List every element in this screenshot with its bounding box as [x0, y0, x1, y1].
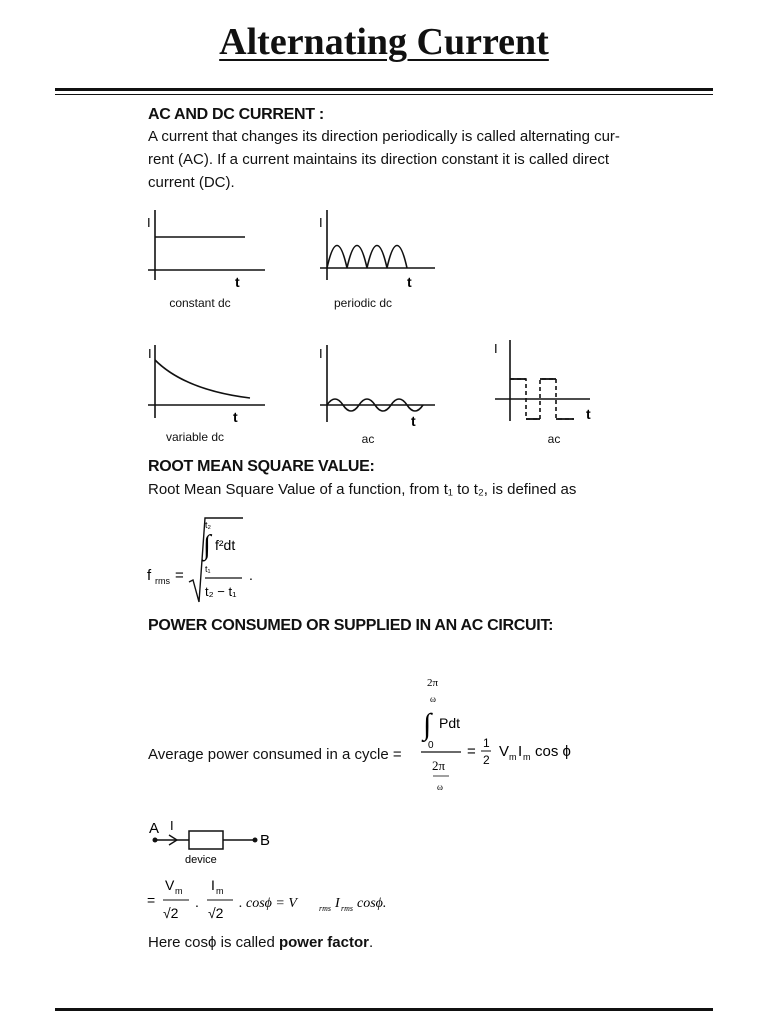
- graph-variable-dc: [145, 340, 275, 425]
- device-label: device: [185, 854, 217, 866]
- note-bold: power factor: [278, 934, 369, 951]
- formula-cos: cosϕ.: [357, 896, 387, 911]
- rhs-i-sub: m: [523, 752, 531, 762]
- rms-power-formula: [145, 875, 405, 927]
- denominator-num: 2π: [432, 758, 446, 773]
- upper-limit-den: ω: [430, 694, 436, 704]
- svg-text:rms: rms: [155, 576, 170, 586]
- axis-label-i: I: [148, 346, 152, 361]
- upper-limit: t₂: [205, 520, 211, 530]
- rms-formula: [145, 510, 285, 610]
- rms-intro: Root Mean Square Value of a function, from t₁ to t₂, is defined as: [148, 481, 577, 498]
- rhs-cos: cos ϕ: [535, 743, 571, 760]
- current-label: I: [170, 818, 174, 833]
- svg-text:=: =: [175, 567, 184, 584]
- lower-limit: t₁: [205, 564, 211, 574]
- axis-label-i: I: [147, 215, 151, 230]
- vm-symbol: V: [165, 877, 175, 893]
- caption-periodic-dc: periodic dc: [333, 296, 393, 310]
- decay-curve: [155, 360, 250, 398]
- integrand: f²dt: [215, 537, 236, 553]
- rhs-v-sub: m: [509, 752, 517, 762]
- integral-sign: ∫: [423, 708, 432, 741]
- note-mid: is called: [216, 934, 279, 951]
- axis-label-t: t: [407, 274, 412, 290]
- denominator: t₂ − t₁: [205, 584, 237, 599]
- sqrt2-b: √2: [208, 905, 224, 921]
- f-rms-symbol: f: [147, 567, 152, 584]
- lower-limit: 0: [428, 740, 434, 751]
- ac-dc-line3: current (DC).: [148, 174, 235, 191]
- page-title: Alternating Current: [219, 21, 549, 63]
- caption-variable-dc: variable dc: [165, 430, 225, 444]
- note-prefix: Here cos: [148, 934, 209, 951]
- note-end: .: [368, 934, 374, 951]
- svg-text:.: .: [195, 894, 199, 910]
- upper-limit-num: 2π: [427, 677, 439, 689]
- axis-label-t: t: [586, 406, 591, 422]
- denominator-den: ω: [437, 782, 443, 792]
- im-sub: m: [216, 886, 224, 896]
- graph-constant-dc: [145, 205, 275, 290]
- svg-text:.: .: [249, 567, 253, 583]
- rms-heading: ROOT MEAN SQUARE VALUE:: [148, 458, 375, 475]
- caption-constant-dc: constant dc: [169, 296, 231, 310]
- ac-dc-line1: A current that changes its direction periodically is called alternating cur-: [148, 128, 620, 145]
- im-symbol: I: [211, 877, 215, 893]
- rhs-i: I: [518, 743, 523, 760]
- svg-text:=: =: [467, 743, 476, 760]
- integrand: Pdt: [439, 715, 461, 731]
- footer-rule: [55, 1008, 713, 1011]
- axis-label-t: t: [233, 409, 238, 425]
- axis-label-i: I: [494, 341, 498, 356]
- integral-sign: ∫: [203, 530, 211, 561]
- i-rms-sub: rms: [341, 904, 354, 913]
- note-phi: ϕ: [208, 934, 217, 951]
- irms-symbol: I: [335, 896, 340, 911]
- half-den: 2: [483, 753, 490, 767]
- vm-sub: m: [175, 886, 183, 896]
- device-box: [189, 831, 223, 849]
- average-power-label: Average power consumed in a cycle =: [148, 746, 402, 763]
- axis-label-t: t: [235, 274, 240, 290]
- header-rule-thin: [55, 94, 713, 95]
- point-b-label: B: [260, 832, 271, 849]
- device-circuit: [145, 815, 285, 870]
- point-a-label: A: [149, 820, 160, 837]
- axis-label-i: I: [319, 215, 323, 230]
- axis-label-i: I: [319, 346, 323, 361]
- power-factor-note: [148, 931, 373, 954]
- caption-ac-square: ac: [547, 432, 561, 446]
- graph-periodic-dc: [315, 205, 445, 290]
- v-rms-sub: rms: [319, 904, 332, 913]
- rectified-wave: [327, 246, 407, 269]
- svg-text:=: =: [147, 892, 156, 908]
- graph-ac-sine: [315, 340, 445, 430]
- graph-ac-square: [490, 335, 610, 430]
- caption-ac-sine: ac: [361, 432, 375, 446]
- power-formula: [415, 672, 595, 797]
- header-rule-thick: [55, 88, 713, 91]
- axis-label-t: t: [411, 413, 416, 429]
- rhs-v: V: [499, 743, 510, 760]
- ac-dc-heading: AC AND DC CURRENT :: [148, 106, 324, 123]
- half-num: 1: [483, 736, 490, 750]
- ac-dc-line2: rent (AC). If a current maintains its direction constant it is called direct: [148, 151, 610, 168]
- power-heading: POWER CONSUMED OR SUPPLIED IN AN AC CIRCUIT:: [148, 617, 554, 634]
- sqrt2-a: √2: [163, 905, 179, 921]
- formula-rest: . cosϕ = V: [239, 896, 297, 911]
